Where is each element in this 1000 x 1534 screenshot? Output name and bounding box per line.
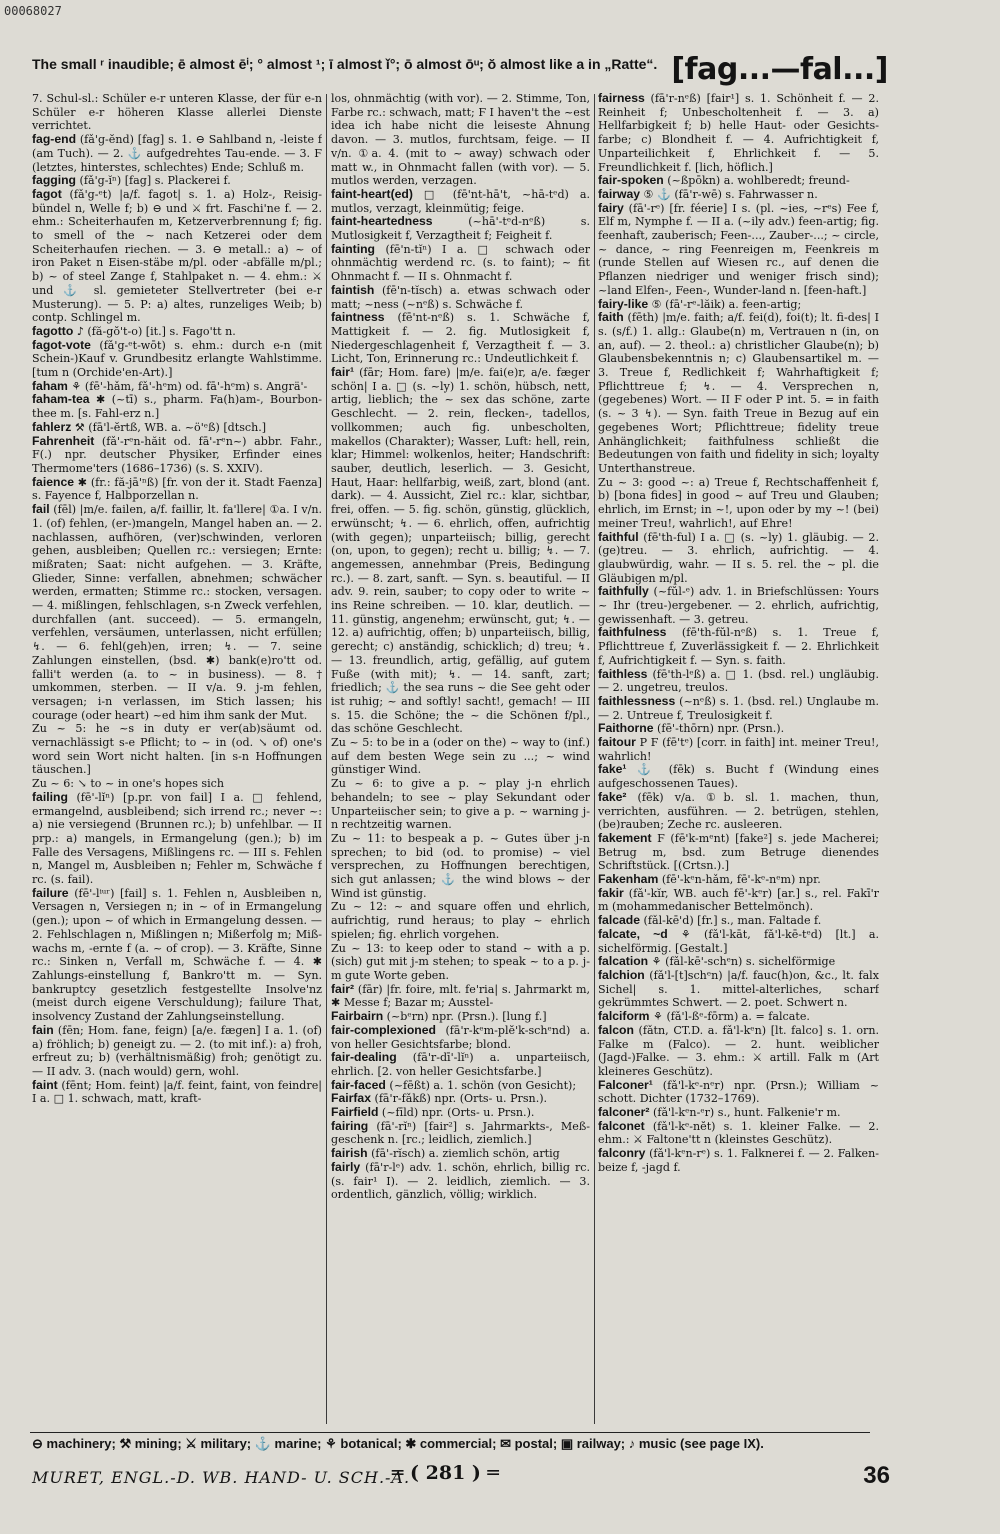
- entry-text: (fē'-kᵉn-hǎm, fē'-kᵉ-nᵉm) npr.: [658, 873, 821, 887]
- entry-text: (~hā'-tᵉd-nᵉß) s. Mutlosigkeit f, Verzagtheit f; Feigheit f.: [331, 215, 590, 243]
- dictionary-entry: [32, 1024, 322, 1079]
- entry-text: □ (fē'nt-hā't, ~hā-tᵉd) a. mutlos, verzagt, kleinmütig; feige.: [331, 187, 590, 215]
- dictionary-entry: [331, 1147, 590, 1161]
- headword: failing: [32, 789, 68, 804]
- dictionary-entry: [331, 366, 590, 736]
- dictionary-entry: [598, 914, 879, 928]
- entry-text: (fēnt; Hom. feint) |a/f. feint, faint, von feindre| I a. □ 1. schwach, matt, kraft-: [32, 1078, 322, 1106]
- dictionary-entry: [331, 1092, 590, 1106]
- entry-text: (fǎ'l-kᵉn-rᵉ) s. 1. Falknerei f. — 2. Falken-beize f, -jagd f.: [598, 1147, 879, 1174]
- entry-text: (fā'-rᵉ) [fr. féerie] I s. (pl. ~ies, ~rᵉs) Fee f, Elf m, Nymphe f. — II a. (~ily adv.) feen-artig; fig. feenhaft, zauberisch; Feen-..., Zauber-...; ~ circle, ~ dance, ~ ring Feenreigen m, Feenkreis m (runde Stellen auf Wiesen rc., auf denen die Pflanzen niedriger und weniger frisch sind); ~land Elfen-, Feen-, Wunder-land n. [feen-haft.]: [598, 201, 879, 297]
- dictionary-entry: [32, 503, 322, 722]
- dictionary-entry: [331, 777, 590, 832]
- symbol-legend: ⊖ machinery; ⚒ mining; ⚔ military; ⚓ marine; ⚘ botanical; ✱ commercial; ✉ postal; ▣ railway; ♪ music (see page IX).: [32, 1436, 764, 1451]
- dictionary-entry: [598, 585, 879, 626]
- dictionary-entry: [331, 832, 590, 901]
- headword: faint-heart(ed): [331, 186, 413, 201]
- headword: faithlessness: [598, 693, 676, 708]
- entry-text: (fē'nt-nᵉß) s. 1. Schwäche f, Mattigkeit f. — 2. fig. Mutlosigkeit f, Niedergeschlagenheit f, Verzagtheit f. — 3. Licht, Ton, Erinnerung rc.: Undeutlichkeit f.: [331, 311, 590, 366]
- dictionary-entry: [32, 188, 322, 325]
- headword: fainting: [331, 241, 376, 256]
- entry-text: (fār) |fr. foire, mlt. fe'ria| s. Jahrmarkt m, ✱ Messe f; Bazar m; Ausstel-: [331, 982, 590, 1010]
- dictionary-entry: [32, 777, 322, 791]
- entry-text: (~nᵉß) s. 1. (bsd. rel.) Unglaube m. — 2. Untreue f, Treulosigkeit f.: [598, 694, 879, 722]
- headword: Fahrenheit: [32, 433, 95, 448]
- headword: fair-faced: [331, 1077, 386, 1092]
- page-number: ═ ( 281 ) ═: [392, 1462, 499, 1484]
- dictionary-entry: [32, 887, 322, 1024]
- entry-text: (fā'-rĭⁿ) [fair²] s. Jahrmarkts-, Meß-geschenk n. [rc.; leidlich, ziemlich.]: [331, 1119, 590, 1147]
- headword: failure: [32, 885, 69, 900]
- headword: fairness: [598, 92, 645, 105]
- headword: fail: [32, 502, 50, 517]
- dictionary-entry: [598, 969, 879, 1010]
- dictionary-entry: [598, 736, 879, 763]
- headword: falcade: [598, 913, 641, 928]
- entry-text: Ρ Ϝ (fē'tᵉ) [corr. in faith] int. meiner Treu!, wahrlich!: [598, 736, 879, 763]
- headword: faitour: [598, 735, 636, 750]
- entry-text: (fē'-lⁱᵘʳ) [fail] s. 1. Fehlen n, Ausbleiben n, Versagen n, Versiegen n; in ~ of in Ermangelung (gen.); upon ~ of which in Ermangelung dessen. — 2. Fehlschlagen n, Mißlingen n; Mißerfolg m; Miß-wachs m, -ernte f (a. ~ of crop). — 3. Kräfte, Sinne rc.: Sinken n, Verfall m, Schwäche f. — 4. ✱ Zahlungs-einstellung f, Bankro'tt m. — Syn. bankruptcy gesetzlich festgestellte Insolve'nz (meist durch eigene Verschuldung); failure That, insolvency Zustand der Zahlungseinstellung.: [32, 886, 322, 1024]
- dictionary-entry: [598, 1147, 879, 1174]
- entry-text: ✱ (~tī) s., pharm. Fa(h)am-, Bourbon-thee m. [s. Fahl-erz n.]: [32, 393, 322, 421]
- headword: fairy: [598, 200, 624, 215]
- dictionary-entry: [32, 791, 322, 887]
- dictionary-entry: [598, 887, 879, 914]
- entry-text: (fā'r-lᵉ) adv. 1. schön, ehrlich, billig rc. (s. fair¹ I). — 2. leidlich, ziemlich. — 3. ordentlich, gänzlich, völlig; wirklich.: [331, 1160, 590, 1202]
- headword: fagot-vote: [32, 337, 91, 352]
- dictionary-entry: [32, 174, 322, 188]
- entry-text: Zu ~ 6: ↘ to ~ in one's hopes sich: [32, 777, 225, 791]
- dictionary-entry: [331, 215, 590, 242]
- dictionary-entry: [331, 243, 590, 284]
- entry-text: (fǎ'l-kᵉ-nᵉr) npr. (Prsn.); William ~ schott. Dichter (1732–1769).: [598, 1078, 879, 1106]
- headword: faithless: [598, 666, 648, 681]
- dictionary-entry: [331, 1051, 590, 1078]
- dictionary-entry: [598, 1010, 879, 1024]
- entry-text: (fǎl-kē'd) [fr.] s., man. Faltade f.: [640, 914, 822, 928]
- entry-text: (fā'r-fǎkß) npr. (Orts- u. Prsn.).: [370, 1092, 548, 1106]
- entry-text: (fēk) v/a. ①b. sl. 1. machen, thun, verrichten, ausführen. — 2. betrügen, stehlen, (be)rauben; Zeche rc. ausleeren.: [598, 790, 879, 832]
- sheet-number: 36: [863, 1462, 890, 1489]
- dictionary-entry: [331, 1161, 590, 1202]
- entry-text: Zu ~ 5: he ~s in duty er ver(ab)säumt od. vernachlässigt s-e Pflicht; to ~ in (od. ↘ of) one's word sein Wort nicht halten. [in s-n Hoffnungen täuschen.]: [32, 722, 322, 777]
- entry-text: Zu ~ 3: good ~: a) Treue f, Rechtschaffenheit f, b) [bona fides] in good ~ auf Treu und Glauben; ehrlich, im Ernst; in ~!, upon oder by my ~! (bei) meiner Treu!, wahrlich!, auf Ehre!: [598, 475, 879, 530]
- entry-text: (~ßpōkn) a. wohlberedt; freund-: [663, 174, 850, 188]
- dictionary-entry: [331, 1106, 590, 1120]
- dictionary-entry: [598, 873, 879, 887]
- entry-text: ⑤ (fā'-rᵉ-lăik) a. feen-artig;: [648, 297, 802, 311]
- entry-text: ⚒ (fā'l-ĕrtß, WB. a. ~ö'ᵉß) [dtsch.]: [71, 420, 267, 434]
- dictionary-entry: [32, 1079, 322, 1106]
- dictionary-entry: [331, 284, 590, 311]
- entry-text: (fē'th-fŭl-nᵉß) s. 1. Treue f, Pflichttreue f, Zuverlässigkeit f. — 2. Ehrlichkeit f, Aufrichtigkeit f. — Syn. s. faith.: [598, 626, 879, 667]
- headword: faham: [32, 378, 68, 393]
- dictionary-entry: [32, 325, 322, 339]
- entry-text: (fē'n-tĭⁿ) I a. □ schwach oder ohnmächtig werdend rc. (s. to faint); ~ fit Ohnmacht f. — II s. Ohnmacht f.: [331, 242, 590, 284]
- entry-text: Ϝ (fē'k-mᵉnt) [fake²] s. jede Macherei; Betrug m, bsd. zum Betruge dienendes Schriftstück. [(Crtsn.).]: [598, 831, 879, 873]
- column-divider: [326, 94, 327, 1424]
- entry-text: (fǎ'g-ᵉt-wōt) s. ehm.: durch e-n (mit Schein-)Kauf v. Grundbesitz erlangte Wahlstimme. [tum n (Orchide'en-Art).]: [32, 338, 322, 380]
- entry-text: (fǎ'l-[t]schᵉn) |a/f. fauc(h)on, &c., lt. falx Sichel| s. 1. mittel-alterliches, scharf gekrümmtes Schwert. — 2. poet. Schwert n.: [598, 969, 879, 1010]
- headword: fakement: [598, 830, 652, 845]
- imprint: MURET, ENGL.-D. WB. HAND- U. SCH.-A.: [32, 1468, 411, 1487]
- headword: faithfully: [598, 584, 649, 599]
- headword: fairing: [331, 1118, 369, 1133]
- headword: fair-complexioned: [331, 1022, 436, 1037]
- entry-text: ♪ (fă-gŏ't-o) [it.] s. Fago'tt n.: [73, 324, 236, 338]
- entry-text: (fā'r-nᵉß) [fair¹] s. 1. Schönheit f. — 2. Reinheit f; Unbescholtenheit f. — 3. a) Hellfarbigkeit f; b) helle Haut- oder Gesichts-farbe; c) Blondheit f. — 4. Aufrichtigkeit f, Unparteilichkeit f, Ehrlichkeit f. — 5. Freundlichkeit f. [lich, höflich.]: [598, 92, 879, 174]
- dictionary-entry: [598, 476, 879, 531]
- entry-text: ⚘ (fǎ'l-ßᵉ-fōrm) a. = falcate.: [649, 1010, 810, 1024]
- entry-text: (~fŭl-ᵉ) adv. 1. in Briefschlüssen: Yours ~ Ihr (treu-)ergebener. — 2. ehrlich, aufrichtig, gewissenhaft. — 3. getreu.: [598, 585, 879, 626]
- entry-text: (fǎ'l-kᵉ-nĕt) s. 1. kleiner Falke. — 2. ehm.: ⚔ Faltone'tt n (kleinstes Geschütz).: [598, 1119, 879, 1147]
- dictionary-entry: [331, 736, 590, 777]
- dictionary-entry: [598, 531, 879, 586]
- headword: fag-end: [32, 132, 77, 147]
- headword: fairy-like: [598, 296, 649, 311]
- scan-id: 00068027: [4, 4, 62, 18]
- pronunciation-note: The small ʳ inaudible; ē almost ēⁱ; ° almost ¹; ī almost ǐ°; ō almost ōᵘ; ŏ almost like a in „Ratte“.: [32, 56, 658, 72]
- entry-text: (fē'n-tĭsch) a. etwas schwach oder matt; ~ness (~nᵉß) s. Schwäche f.: [331, 283, 590, 311]
- entry-text: (~bᵉrn) npr. (Prsn.). [lung f.]: [383, 1010, 547, 1024]
- dictionary-entry: [32, 722, 322, 777]
- headword: fagging: [32, 173, 77, 188]
- entry-text: ⚘ (fǎ'l-kāt, fǎ'l-kē-tᵉd) [lt.] a. sichelförmig. [Gestalt.]: [598, 927, 879, 955]
- dictionary-entry: [598, 188, 879, 202]
- headword: fair¹: [331, 365, 355, 380]
- entry-text: (fēl) |m/e. failen, a/f. faillir, lt. fa'llere| ①a. I v/n. 1. (of) fehlen, (er-)mangeln, Mangel haben an. — 2. nachlassen, aufhören, (ver)schwinden, verloren gehen, ausbleiben; Quellen rc.: versiegen; Ernte: mißraten; Saat: nicht aufgehen. — 3. Kräfte, Glieder, Sinne: verfallen, abnehmen; schwächer werden, ermatten; Stimme rc.: stocken, versagen. — 4. mißlingen, fehlschlagen, s-n Zweck verfehlen, durchfallen (ant. succeed). — 5. ermangeln, verfehlen, versäumen, unterlassen, nicht erfüllen; ↯. — 6. fehl(geh)en, irren; ↯. — 7. seine Zahlungen einstellen, (bsd. ✱) bank(e)ro'tt od. falli't werden (a. to ~ in business). — 8. † umkommen, sterben. — II v/a. 9. j-m fehlen, versagen; i-n verlassen, im Stich lassen; his courage (oder heart) ~ed him ihm sank der Mut.: [32, 503, 322, 722]
- headword: Fakenham: [598, 872, 659, 887]
- dictionary-entry: [598, 695, 879, 722]
- dictionary-entry: [331, 942, 590, 983]
- dictionary-entry: [32, 339, 322, 380]
- headword: faint-heartedness: [331, 214, 433, 229]
- dictionary-entry: [598, 626, 879, 667]
- headword: faithful: [598, 529, 639, 544]
- entry-text: (fē'-thōrn) npr. (Prsn.).: [653, 722, 785, 736]
- dictionary-entry: [598, 763, 879, 790]
- dictionary-entry: [598, 1106, 879, 1120]
- entry-text: Zu ~ 6: to give a p. ~ play j-n ehrlich behandeln; to see ~ play Sekundant oder Unparteiischer sein; to give a p. ~ warning j-n rechtzeitig warnen.: [331, 777, 590, 832]
- entry-text: Zu ~ 13: to keep oder to stand ~ with a p. (sich) gut mit j-m stehen; to speak ~ to a p. j-m gute Worte geben.: [331, 941, 590, 982]
- entry-text: ⚓ (fēk) s. Bucht f (Windung eines aufgeschossenen Taues).: [598, 763, 879, 791]
- entry-text: (fē'th-lᵉß) a. □ 1. (bsd. rel.) ungläubig. — 2. ungetreu, treulos.: [598, 667, 879, 695]
- entry-text: (fǎ'-kĭr, WB. auch fē'-kᵉr) [ar.] s., rel. Fakī'r m (mohammedanischer Bettelmönch).: [598, 886, 879, 914]
- entry-text: ⚘ (fē'-hǎm, fǎ'-hᵉm) od. fā'-hᵉm) s. Angrä'-: [67, 379, 308, 393]
- headword: fair-dealing: [331, 1050, 397, 1065]
- dictionary-entry: [598, 174, 879, 188]
- headword: falciform: [598, 1009, 650, 1024]
- entry-text: (fǎ'g-ĭⁿ) [fag] s. Plackerei f.: [76, 174, 231, 188]
- entry-text: (fā'-rĭsch) a. ziemlich schön, artig: [367, 1147, 560, 1161]
- dictionary-entry: [598, 722, 879, 736]
- dictionary-entry: [331, 311, 590, 366]
- entry-text: Zu ~ 11: to bespeak a p. ~ Gutes über j-n sprechen; to bid (od. to promise) ~ viel versprechen, zu Hoffnungen berechtigen, sich gut anlassen; ⚓ the wind blows ~ der Wind ist günstig.: [331, 831, 590, 900]
- headword: falconer²: [598, 1105, 650, 1120]
- headword: falchion: [598, 968, 645, 982]
- headword: fahlerz: [32, 419, 72, 434]
- entry-text: ⚘ (fǎl-kē'-schᵉn) s. sichelförmige: [648, 955, 836, 969]
- headword: fagotto: [32, 323, 74, 338]
- column-1: [32, 92, 322, 1428]
- dictionary-entry: [598, 928, 879, 955]
- dictionary-entry: [331, 92, 590, 188]
- entry-text: (fē'-lĭⁿ) [p.pr. von fail] I a. □ fehlend, ermangelnd, ausbleibend; sich irrend rc.; never ~: a) nie versiegend (Brunnen rc.); b) unfehlbar. — II prp.: a) mangels, in Ermangelung (gen.); b) im Falle des Versagens, Mißlingens rc. — III s. Fehlen n, Mangel m, Ausbleiben n; Fehler m, Schwäche f rc. (s. fail).: [32, 790, 322, 887]
- entry-text: (fēn; Hom. fane, feign) [a/e. fægen] I a. 1. (of) a) fröhlich; b) geneigt zu. — 2. (to mit inf.): a) froh, erfreut zu; b) (verhältnismäßig) froh; genötigt zu. — II adv. 3. (nach would) gern, wohl.: [32, 1023, 322, 1078]
- entry-text: los, ohnmächtig (with vor). — 2. Stimme, Ton, Farbe rc.: schwach, matt; Ϝ I haven't the ~est idea ich habe nicht die leiseste Ahnung davon. — 3. mutlos, furchtsam, feige. — II v/n. ①a. 4. (mit to ~ away) schwach oder matt w., in Ohnmacht fallen (with vor). — 5. mutlos werden, verzagen.: [331, 92, 590, 188]
- headword: Fairfax: [331, 1091, 371, 1106]
- dictionary-entry: [331, 1079, 590, 1093]
- headword: fakir: [598, 885, 624, 900]
- entry-text: ✱ (fr.: fă-jā'ⁿß) [fr. von der it. Stadt Faenza] s. Fayence f, Halbporzellan n.: [32, 475, 322, 503]
- headword: fairish: [331, 1146, 368, 1161]
- headword: Faithorne: [598, 721, 654, 736]
- dictionary-entry: [32, 133, 322, 174]
- headword: fake¹: [598, 762, 627, 777]
- entry-text: Zu ~ 12: ~ and square offen und ehrlich, aufrichtig, rund heraus; to play ~ ehrlich spielen; fig. ehrlich vorgehen.: [331, 900, 590, 941]
- headword: fair²: [331, 981, 355, 996]
- entry-text: ⑤ ⚓ (fā'r-wē) s. Fahrwasser n.: [640, 187, 818, 201]
- headword: falcate, ~d: [598, 926, 668, 941]
- headword: faithfulness: [598, 625, 667, 640]
- headword: faint: [32, 1077, 58, 1092]
- headword: fake²: [598, 789, 627, 804]
- headword: faham-tea: [32, 392, 90, 407]
- headword: fair-spoken: [598, 173, 664, 188]
- dictionary-entry: [331, 900, 590, 941]
- column-2: [331, 92, 590, 1428]
- dictionary-entry: [32, 435, 322, 476]
- entry-text: (fā'r-dī'-lĭⁿ) a. unparteiisch, ehrlich. [2. von heller Gesichtsfarbe.]: [331, 1051, 590, 1078]
- column-divider: [594, 94, 595, 1424]
- entry-text: (fēth) |m/e. faith; a/f. fei(d), foi(t); lt. fi-des| I s. (s/f.) 1. allg.: Glaube(n) m, Vertrauen n (in, on an, auf). — 2. theol.: a) christlicher Glaube(n); b) Glaubensbekenntnis n; c) Glaubensartikel m. — 3. Treue f, Redlichkeit f; Wahrhaftigkeit f; Pflichttreue f; ↯. — 4. Versprechen n, (gegebenes) Wort. — II Ϝ oder Ρ int. 5. = in faith (s. ~ 3 ↯). — Syn. faith Treue in Bezug auf ein gegebenes Wort; Pflichttreue; fidelity treue Anhänglichkeit; faithfulness schließt die Bedeutungen von faith und fidelity in sich; loyalty Unterthanstreue.: [598, 311, 879, 475]
- entry-text: (fǎtn, CT.D. a. fǎ'l-kᵉn) [lt. falco] s. 1. orn. Falke m (Falco). — 2. hunt. weiblicher (Jagd-)Falke. — 3. ehm.: ⚔ artill. Falk m (Art kleineres Geschütz).: [598, 1023, 879, 1078]
- entry-text: (~fīld) npr. (Orts- u. Prsn.).: [378, 1106, 535, 1120]
- footer-rule: [30, 1432, 870, 1433]
- dictionary-entry: [598, 311, 879, 475]
- entry-text: (fār; Hom. fare) |m/e. fai(e)r, a/e. fæger schön| I a. □ (s. ~ly) 1. schön, hübsch, nett, artig, lieblich; the ~ sex das schöne, zarte Geschlecht. — 2. rein, flecken-, tadellos, vollkommen; auch fig. unbescholten, makellos (Charakter); Wasser, Luft: hell, rein, klar; Himmel: wolkenlos, heiter; Handschrift: sauber, deutlich, leserlich. — 3. Gesicht, Haut, Haar: hellfarbig, weiß, zart, blond (ant. dark). — 4. Aussicht, Ziel rc.: klar, sichtbar, frei, offen. — 5. fig. schön, günstig, glücklich, erwünscht; ↯. — 6. ehrlich, offen, aufrichtig (with gegen); unparteiisch; billig, gerecht (on, upon, to gegen); recht u. billig; ↯. — 7. angemessen, annehmbar (Preis, Bedingung rc.). — 8. zart, sanft. — Syn. s. beautiful. — II adv. 9. rein, sauber; to copy oder to write ~ ins Reine schreiben. — 10. klar, deutlich. — 11. günstig, angenehm; erwünscht, gut; ↯. — 12. a) aufrichtig, offen; b) unparteiisch, billig, gerecht; c) anständig, schicklich; d) treu; ↯. — 13. freundlich, artig, gefällig, auf gutem Fuße (with mit); ↯. — 14. sanft, zart; friedlich; ⚓ the sea runs ~ die See geht oder ist ruhig; ~ and softly! sacht!, gemach! — III s. 15. die Schöne; the ~ die Schönen f/pl., das schöne Geschlecht.: [331, 366, 590, 736]
- page-footer: [32, 1462, 890, 1498]
- headword: fairway: [598, 186, 641, 201]
- dictionary-entry: [598, 92, 879, 174]
- entry-text: (fǎ'-rᵉn-hăit od. fā'-rᵉn~) abbr. Fahr., F(.) npr. deutscher Physiker, Erfinder eines Thermome'ters (1686–1736) (s. S. XXIV).: [32, 434, 322, 475]
- headword: Fairbairn: [331, 1009, 384, 1024]
- headword: faintness: [331, 310, 385, 325]
- entry-text: 7. Schul-sl.: Schüler e-r unteren Klasse, der für e-n Schüler e-r höheren Klasse allerlei Dienste verrichtet.: [32, 92, 322, 133]
- dictionary-entry: [598, 298, 879, 312]
- headword: faith: [598, 310, 624, 325]
- headword: faience: [32, 474, 75, 489]
- dictionary-entry: [32, 476, 322, 503]
- entry-text: (fǎ'g-ĕnd) [fag] s. 1. ⊖ Sahlband n, -leiste f (am Tuch). — 2. ⚓ aufgedrehtes Tau-ende. — 3. Ϝ (letztes, hinterstes, schlechtes) Ende; Schluß m.: [32, 133, 322, 174]
- headword: Fairfield: [331, 1105, 379, 1120]
- dictionary-entry: [331, 1024, 590, 1051]
- dictionary-entry: [32, 380, 322, 394]
- dictionary-entry: [32, 92, 322, 133]
- headword: faintish: [331, 282, 375, 297]
- dictionary-entry: [598, 668, 879, 695]
- dictionary-entry: [32, 421, 322, 435]
- dictionary-entry: [598, 1024, 879, 1079]
- entry-text: (fē'th-ful) I a. □ (s. ~ly) 1. gläubig. — 2. (ge)treu. — 3. ehrlich, aufrichtig. — 4. glaubwürdig, wahr. — II s. 5. rel. the ~ pl. die Gläubigen m/pl.: [598, 530, 879, 585]
- dictionary-entry: [598, 1120, 879, 1147]
- dictionary-entry: [331, 188, 590, 215]
- headword: falconet: [598, 1118, 645, 1133]
- dictionary-entry: [598, 832, 879, 873]
- headword: fairly: [331, 1159, 361, 1174]
- entry-text: Zu ~ 5: to be in a (oder on the) ~ way to (inf.) auf dem besten Wege sein zu ...; ~ wind günstiger Wind.: [331, 736, 590, 777]
- guide-words: [fag...—fal...]: [671, 52, 888, 87]
- headword: falconry: [598, 1146, 646, 1161]
- headword: falcation: [598, 954, 649, 969]
- dictionary-entry: [598, 955, 879, 969]
- column-3: [598, 92, 879, 1428]
- dictionary-entry: [331, 1120, 590, 1147]
- headword: fagot: [32, 186, 62, 201]
- dictionary-entry: [32, 393, 322, 420]
- entry-text: (fā'r-kᵉm-plĕ'k-schᵉnd) a. von heller Gesichtsfarbe; blond.: [331, 1023, 590, 1051]
- entry-text: (fǎ'g-ᵉt) |a/f. fagot| s. 1. a) Holz-, Reisig-bündel n, Welle f; b) ⊖ und ⚔ frt. Faschi'ne f. — 2. ehm.: Scheiterhaufen m, Ketzerverbrennung f; fig. to smell of the ~ nach Ketzerei oder dem Scheiterhaufen riechen. — 3. ⊖ metall.: a) ~ of iron Paket n Eisen-stäbe m/pl. oder -abfälle m/pl.; b) ~ of steel Zange f, Stahlpaket n. — 4. ehm.: ⚔ und ⚓ sl. gemieteter Stellvertreter (bei e-r Musterung). — 5. Ρ: a) altes, runzeliges Weib; b) contp. Schlingel m.: [32, 187, 322, 325]
- dictionary-entry: [331, 983, 590, 1010]
- dictionary-entry: [598, 791, 879, 832]
- entry-text: (~fēßt) a. 1. schön (von Gesicht);: [385, 1078, 577, 1092]
- dictionary-entry: [598, 1079, 879, 1106]
- headword: Falconer¹: [598, 1077, 653, 1092]
- dictionary-entry: [331, 1010, 590, 1024]
- dictionary-entry: [598, 202, 879, 298]
- headword: falcon: [598, 1022, 634, 1037]
- headword: fain: [32, 1022, 54, 1037]
- entry-text: (fǎ'l-kᵉn-ᵉr) s., hunt. Falkenie'r m.: [649, 1106, 841, 1120]
